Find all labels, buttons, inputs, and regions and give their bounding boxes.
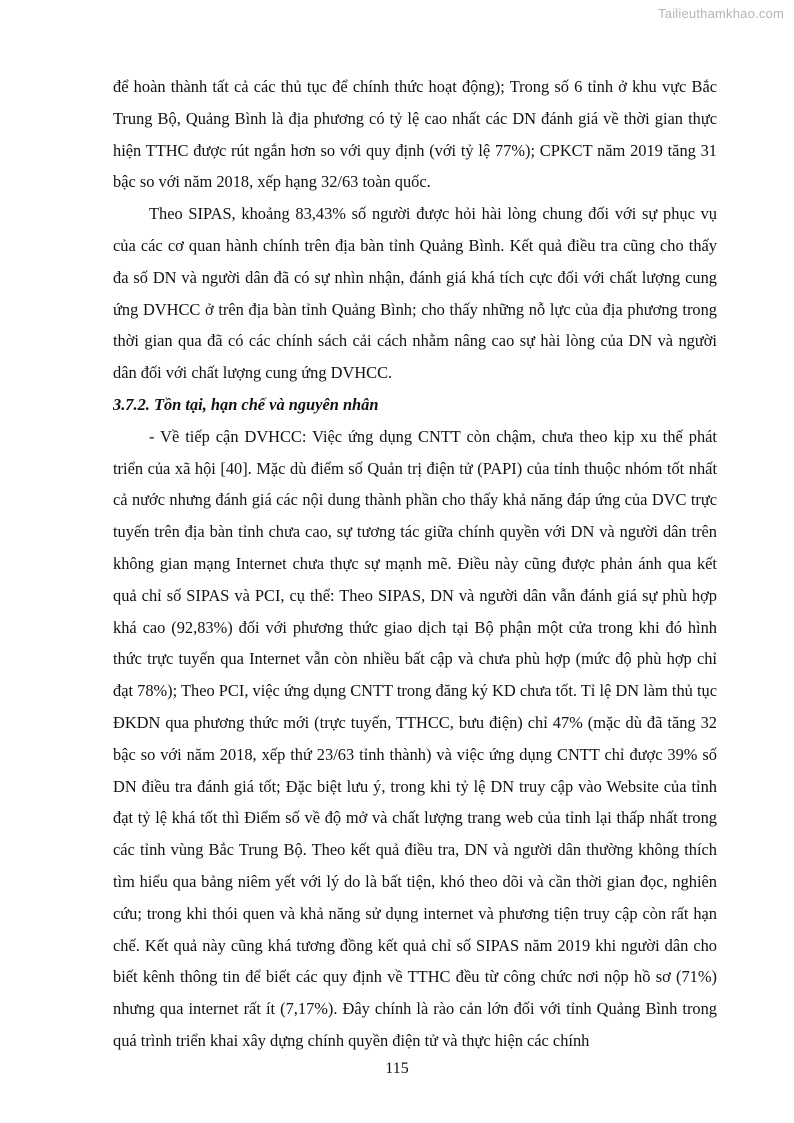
paragraph-sipas-satisfaction: Theo SIPAS, khoảng 83,43% số người được hỏi hài lòng chung đối với sự phục vụ của các cơ quan hành chính trên địa bàn tỉnh Quảng Bình. Kết quả điều tra cũng cho thấy đa số DN và người dân đã có sự nhìn nhận, đánh giá khá tích cực đối với chất lượng cung ứng DVHCC ở trên địa bàn tỉnh Quảng Bình; cho thấy những nỗ lực của địa phương trong thời gian qua đã có các chính sách cải cách nhằm nâng cao sự hài lòng của DN và người dân đối với chất lượng cung ứng DVHCC. xyxy=(113,204,717,383)
paragraph-limitations: - Về tiếp cận DVHCC: Việc ứng dụng CNTT còn chậm, chưa theo kịp xu thế phát triển của xã hội [40]. Mặc dù điểm số Quản trị điện tử (PAPI) của tỉnh thuộc nhóm tốt nhất cả nước nhưng đánh giá các nội dung thành phần cho thấy khả năng đáp ứng của DVC trực tuyến trên địa bàn tỉnh chưa cao, sự tương tác giữa chính quyền với DN và người dân trên không gian mạng Internet chưa thực sự mạnh mẽ. Điều này cũng được phản ánh qua kết quả chỉ số SIPAS và PCI, cụ thể: Theo SIPAS, DN và người dân vẫn đánh giá sự phù hợp khá cao (92,83%) đối với phương thức giao dịch tại Bộ phận một cửa trong khi đó hình thức trực tuyến qua Internet vẫn còn nhiều bất cập và chưa phù hợp (mức độ phù hợp chỉ đạt 78%); Theo PCI, việc ứng dụng CNTT trong đăng ký KD chưa tốt. Tỉ lệ DN làm thủ tục ĐKDN qua phương thức mới (trực tuyến, TTHCC, bưu điện) chỉ 47% (mặc dù đã tăng 32 bậc so với năm 2018, xếp thứ 23/63 tỉnh thành) và việc ứng dụng CNTT chỉ được 39% số DN điều tra đánh giá tốt; Đặc biệt lưu ý, trong khi tỷ lệ DN truy cập vào Website của tỉnh đạt tỷ lệ khá tốt thì Điểm số về độ mở và chất lượng trang web của tỉnh lại thấp nhất trong các tỉnh vùng Bắc Trung Bộ. Theo kết quả điều tra, DN và người dân thường không thích tìm hiểu qua bảng niêm yết với lý do là bất tiện, khó theo dõi và cần thời gian đọc, nghiên cứu; trong khi thói quen và khả năng sử dụng internet và phương tiện truy cập còn rất hạn chế. Kết quả này cũng khá tương đồng kết quả chỉ số SIPAS năm 2019 khi người dân cho biết kênh thông tin để biết các quy định về TTHC đều từ công chức nơi nộp hồ sơ (71%) nhưng qua internet rất ít (7,17%). Đây chính là rào cản lớn đối với tỉnh Quảng Bình trong quá trình triển khai xây dựng chính quyền điện tử và thực hiện các chính xyxy=(113,426,717,1050)
page-number: 115 xyxy=(385,1060,409,1077)
paragraph-continuation: để hoàn thành tất cả các thủ tục để chính thức hoạt động); Trong số 6 tỉnh ở khu vực Bắc Trung Bộ, Quảng Bình là địa phương có tỷ lệ cao nhất các DN đánh giá về thời gian thực hiện TTHC được rút ngắn hơn so với quy định (với tỷ lệ 77%); CPKCT năm 2019 tăng 31 bậc so với năm 2018, xếp hạng 32/63 toàn quốc. xyxy=(113,77,717,192)
page-body xyxy=(113,71,717,1057)
section-heading: 3.7.2. Tồn tại, hạn chế và nguyên nhân xyxy=(113,394,379,414)
watermark-text: Tailieuthamkhao.com xyxy=(658,6,784,21)
